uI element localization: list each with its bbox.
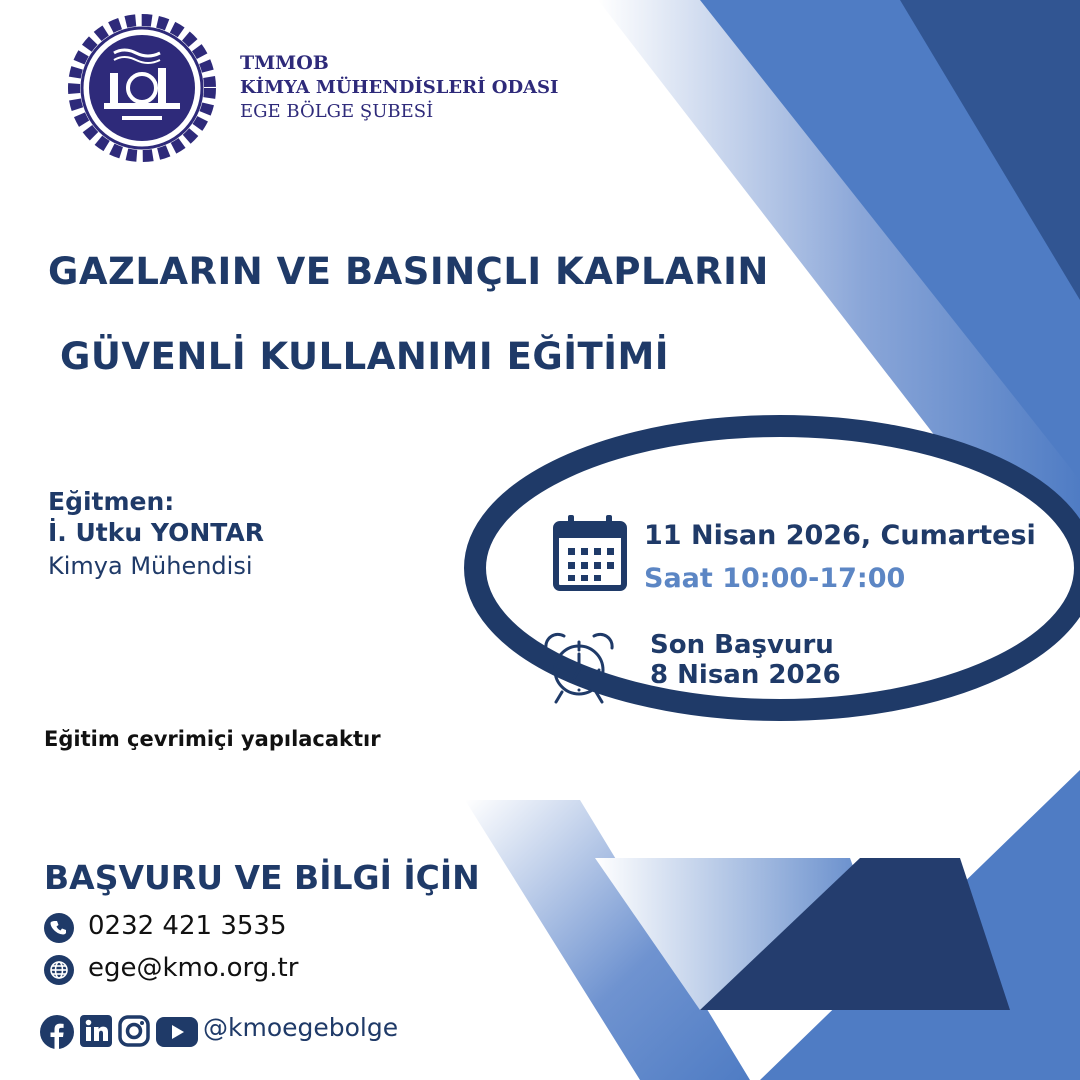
globe-icon	[44, 955, 74, 985]
trainer-name: İ. Utku YONTAR	[48, 518, 264, 547]
title-line-1: GAZLARIN VE BASINÇLI KAPLARIN	[48, 250, 769, 293]
event-time: Saat 10:00-17:00	[644, 563, 906, 594]
phone-number[interactable]: 0232 421 3535	[88, 911, 287, 941]
linkedin-icon[interactable]	[80, 1015, 112, 1047]
facebook-icon[interactable]	[40, 1015, 74, 1049]
title-line-2: GÜVENLİ KULLANIMI EĞİTİMİ	[60, 335, 670, 378]
social-handle[interactable]: @kmoegebolge	[203, 1013, 399, 1042]
trainer-label: Eğitmen:	[48, 487, 175, 516]
org-line-2: KİMYA MÜHENDİSLERİ ODASI	[240, 77, 559, 98]
org-line-1: TMMOB	[240, 52, 329, 74]
youtube-icon[interactable]	[156, 1017, 198, 1047]
online-note: Eğitim çevrimiçi yapılacaktır	[44, 727, 381, 751]
event-date: 11 Nisan 2026, Cumartesi	[644, 520, 1036, 551]
contact-heading: BAŞVURU VE BİLGİ İÇİN	[44, 858, 480, 897]
deadline-date: 8 Nisan 2026	[650, 660, 841, 690]
phone-icon	[44, 913, 74, 943]
email-address[interactable]: ege@kmo.org.tr	[88, 953, 299, 983]
logo	[62, 8, 222, 168]
org-line-3: EGE BÖLGE ŞUBESİ	[240, 101, 434, 122]
instagram-icon[interactable]	[118, 1015, 150, 1047]
alarm-clock-icon	[538, 630, 620, 706]
deadline-label: Son Başvuru	[650, 630, 834, 660]
trainer-role: Kimya Mühendisi	[48, 552, 253, 580]
calendar-icon	[552, 512, 628, 592]
